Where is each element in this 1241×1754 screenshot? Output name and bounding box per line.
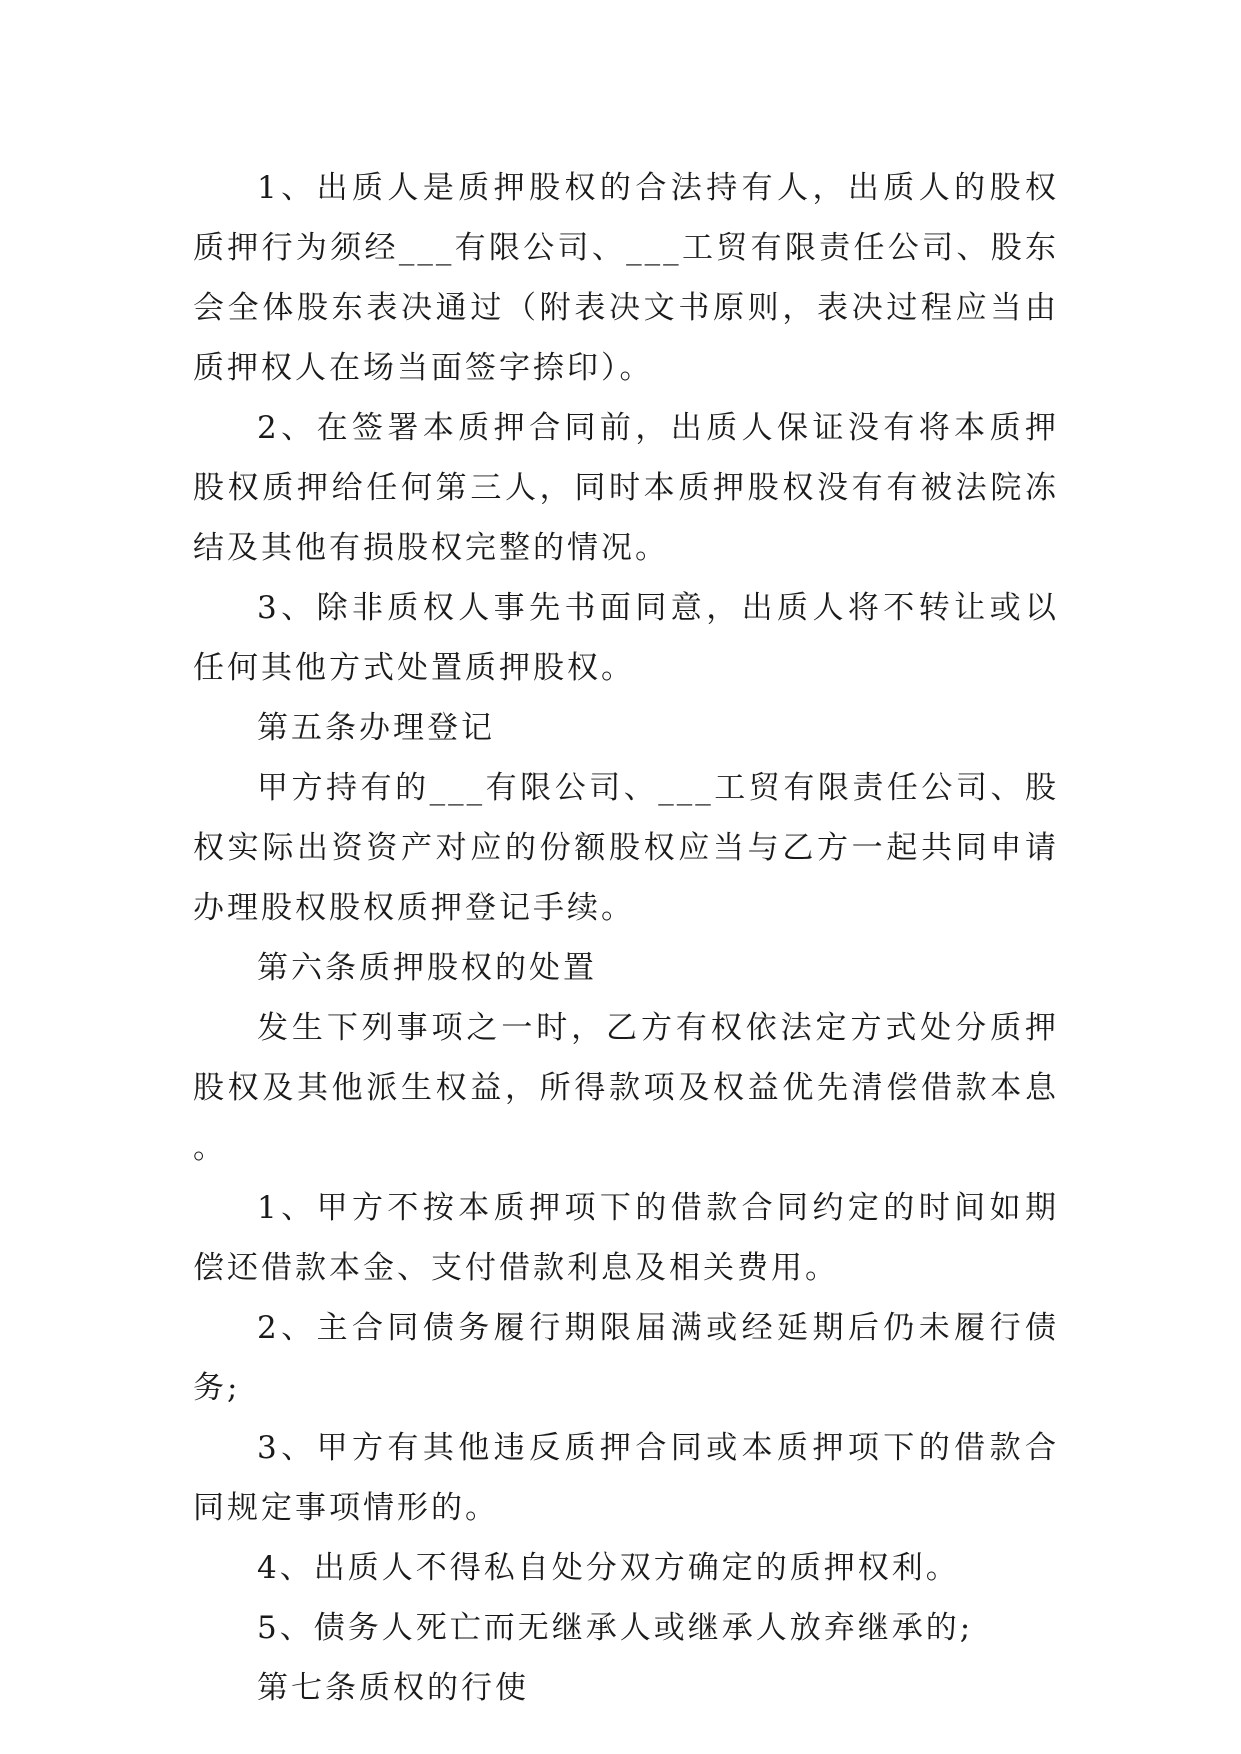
heading-article-5: 第五条办理登记 [257,710,495,746]
paragraph-disposal-3: 3、甲方有其他违反质押合同或本质押项下的借款合同规定事项情形的。 [193,1430,1059,1526]
paragraph-disposal-2: 2、主合同债务履行期限届满或经延期后仍未履行债务; [193,1310,1059,1406]
heading-article-6: 第六条质押股权的处置 [257,950,597,986]
paragraph-disposal-5: 5、债务人死亡而无继承人或继承人放弃继承的; [257,1610,974,1646]
paragraph-disposal-4: 4、出质人不得私自处分双方确定的质押权利。 [257,1550,960,1586]
paragraph-clause-3: 3、除非质权人事先书面同意，出质人将不转让或以任何其他方式处置质押股权。 [193,590,1059,686]
paragraph-registration: 甲方持有的___有限公司、___工贸有限责任公司、股权实际出资资产对应的份额股权应当与乙方一起共同申请办理股权股权质押登记手续。 [193,770,1059,926]
document-body [193,158,1059,1718]
paragraph-clause-1: 1、出质人是质押股权的合法持有人，出质人的股权质押行为须经___有限公司、___工贸有限责任公司、股东会全体股东表决通过（附表决文书原则，表决过程应当由质押权人在场当面签字捺印）。 [193,170,1059,386]
paragraph-disposal-1: 1、甲方不按本质押项下的借款合同约定的时间如期偿还借款本金、支付借款利息及相关费用。 [193,1190,1059,1286]
paragraph-disposal-intro: 发生下列事项之一时，乙方有权依法定方式处分质押股权及其他派生权益，所得款项及权益优先清偿借款本息。 [193,1010,1059,1166]
paragraph-clause-2: 2、在签署本质押合同前，出质人保证没有将本质押股权质押给任何第三人，同时本质押股权没有有被法院冻结及其他有损股权完整的情况。 [193,410,1059,566]
heading-article-7: 第七条质权的行使 [257,1670,529,1706]
